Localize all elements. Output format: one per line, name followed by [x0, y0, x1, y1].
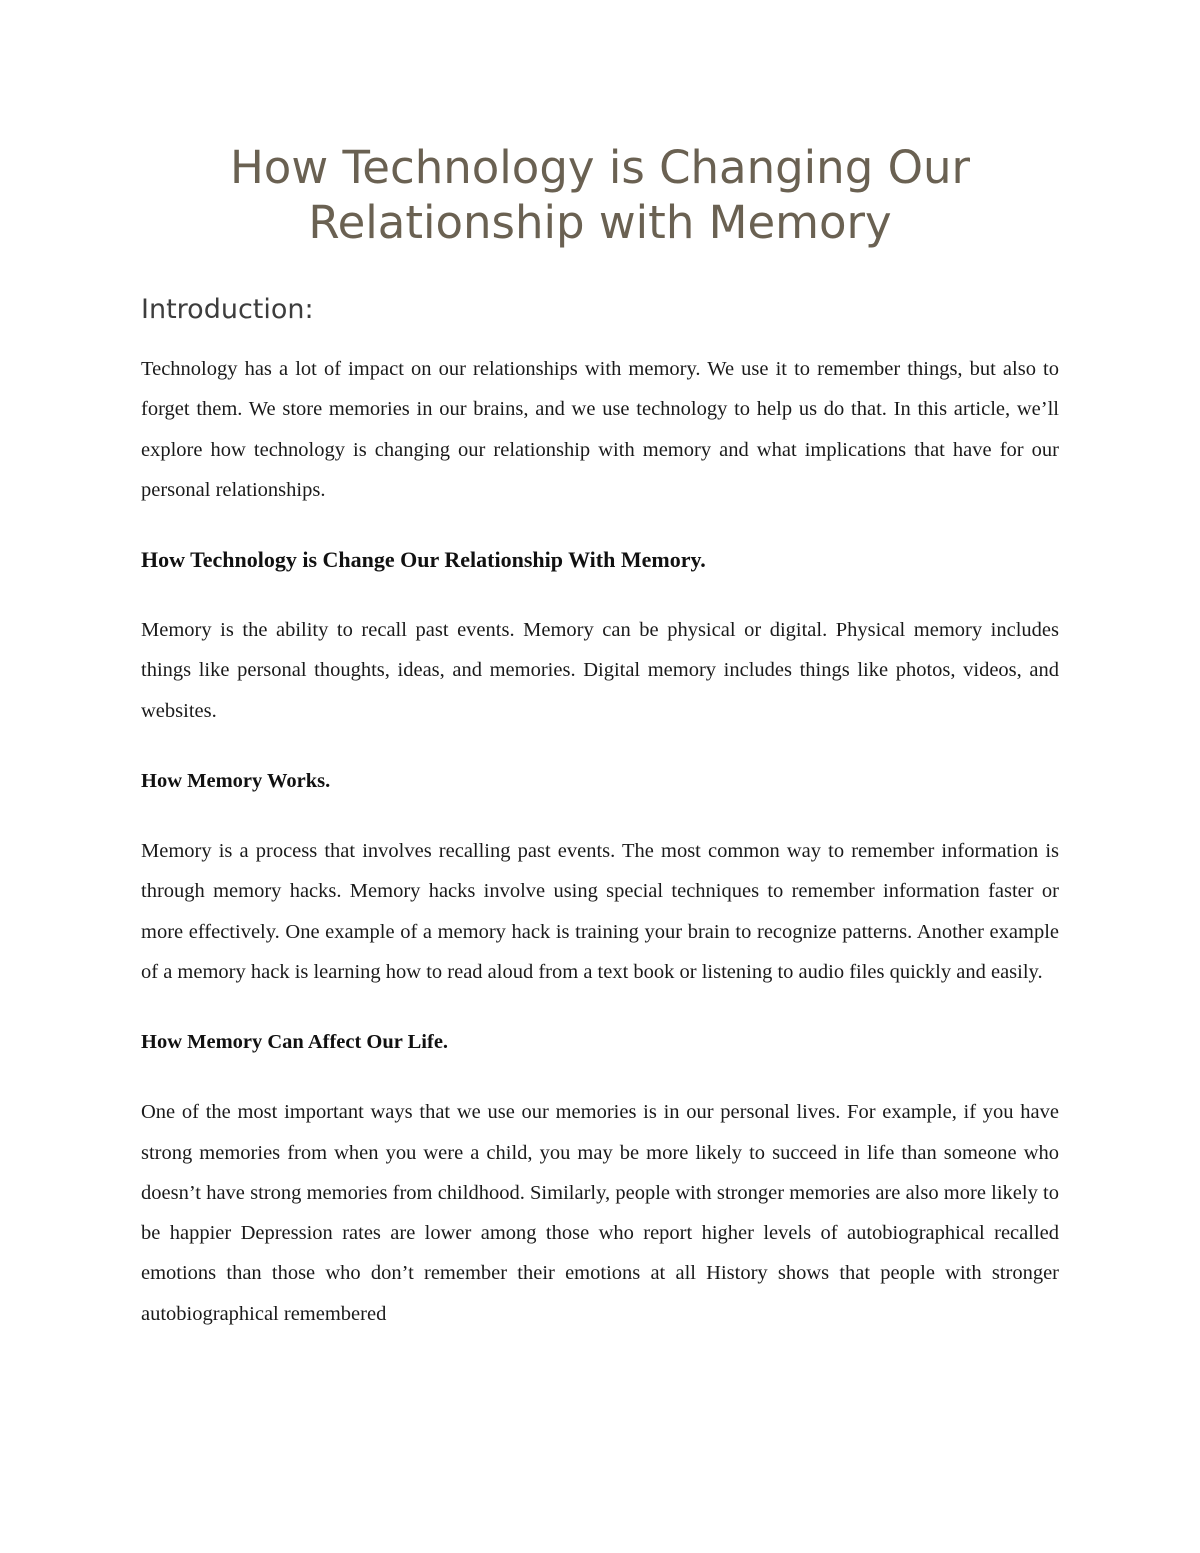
section-paragraph-memory-affect-life: One of the most important ways that we use our memories is in our personal lives. For example, if you have strong memories from when you were a child, you may be more likely to succeed in life than someone who doesn’t have strong memories from childhood. Similarly, people with stronger memories are also more likely to be happier Depression rates are lower among those who report higher levels of autobiographical recalled emotions than those who don’t remember their emotions at all History shows that people with stronger autobiographical remembered [141, 1101, 1059, 1325]
section-heading-technology-change: How Technology is Change Our Relationship With Memory. [141, 547, 706, 573]
document-title: How Technology is Changing Our Relationship with Memory [229, 141, 971, 249]
section-paragraph-memory-works: Memory is a process that involves recalling past events. The most common way to remember information is through memory hacks. Memory hacks involve using special techniques to remember information faster or more effectively. One example of a memory hack is training your brain to recognize patterns. Another example of a memory hack is learning how to read aloud from a text book or listening to audio files quickly and easily. [141, 840, 1059, 983]
section-heading-memory-affect-life: How Memory Can Affect Our Life. [141, 1031, 449, 1054]
introduction-heading: Introduction: [141, 294, 314, 325]
section-paragraph-technology-change: Memory is the ability to recall past events. Memory can be physical or digital. Physical memory includes things like personal thoughts, ideas, and memories. Digital memory includes things like photos, videos, and websites. [141, 619, 1059, 722]
document-body [141, 140, 1059, 1334]
introduction-paragraph: Technology has a lot of impact on our relationships with memory. We use it to remember things, but also to forget them. We store memories in our brains, and we use technology to help us do that. In this article, we’ll explore how technology is changing our relationship with memory and what implications that have for our personal relationships. [141, 358, 1059, 501]
section-heading-memory-works: How Memory Works. [141, 770, 331, 793]
